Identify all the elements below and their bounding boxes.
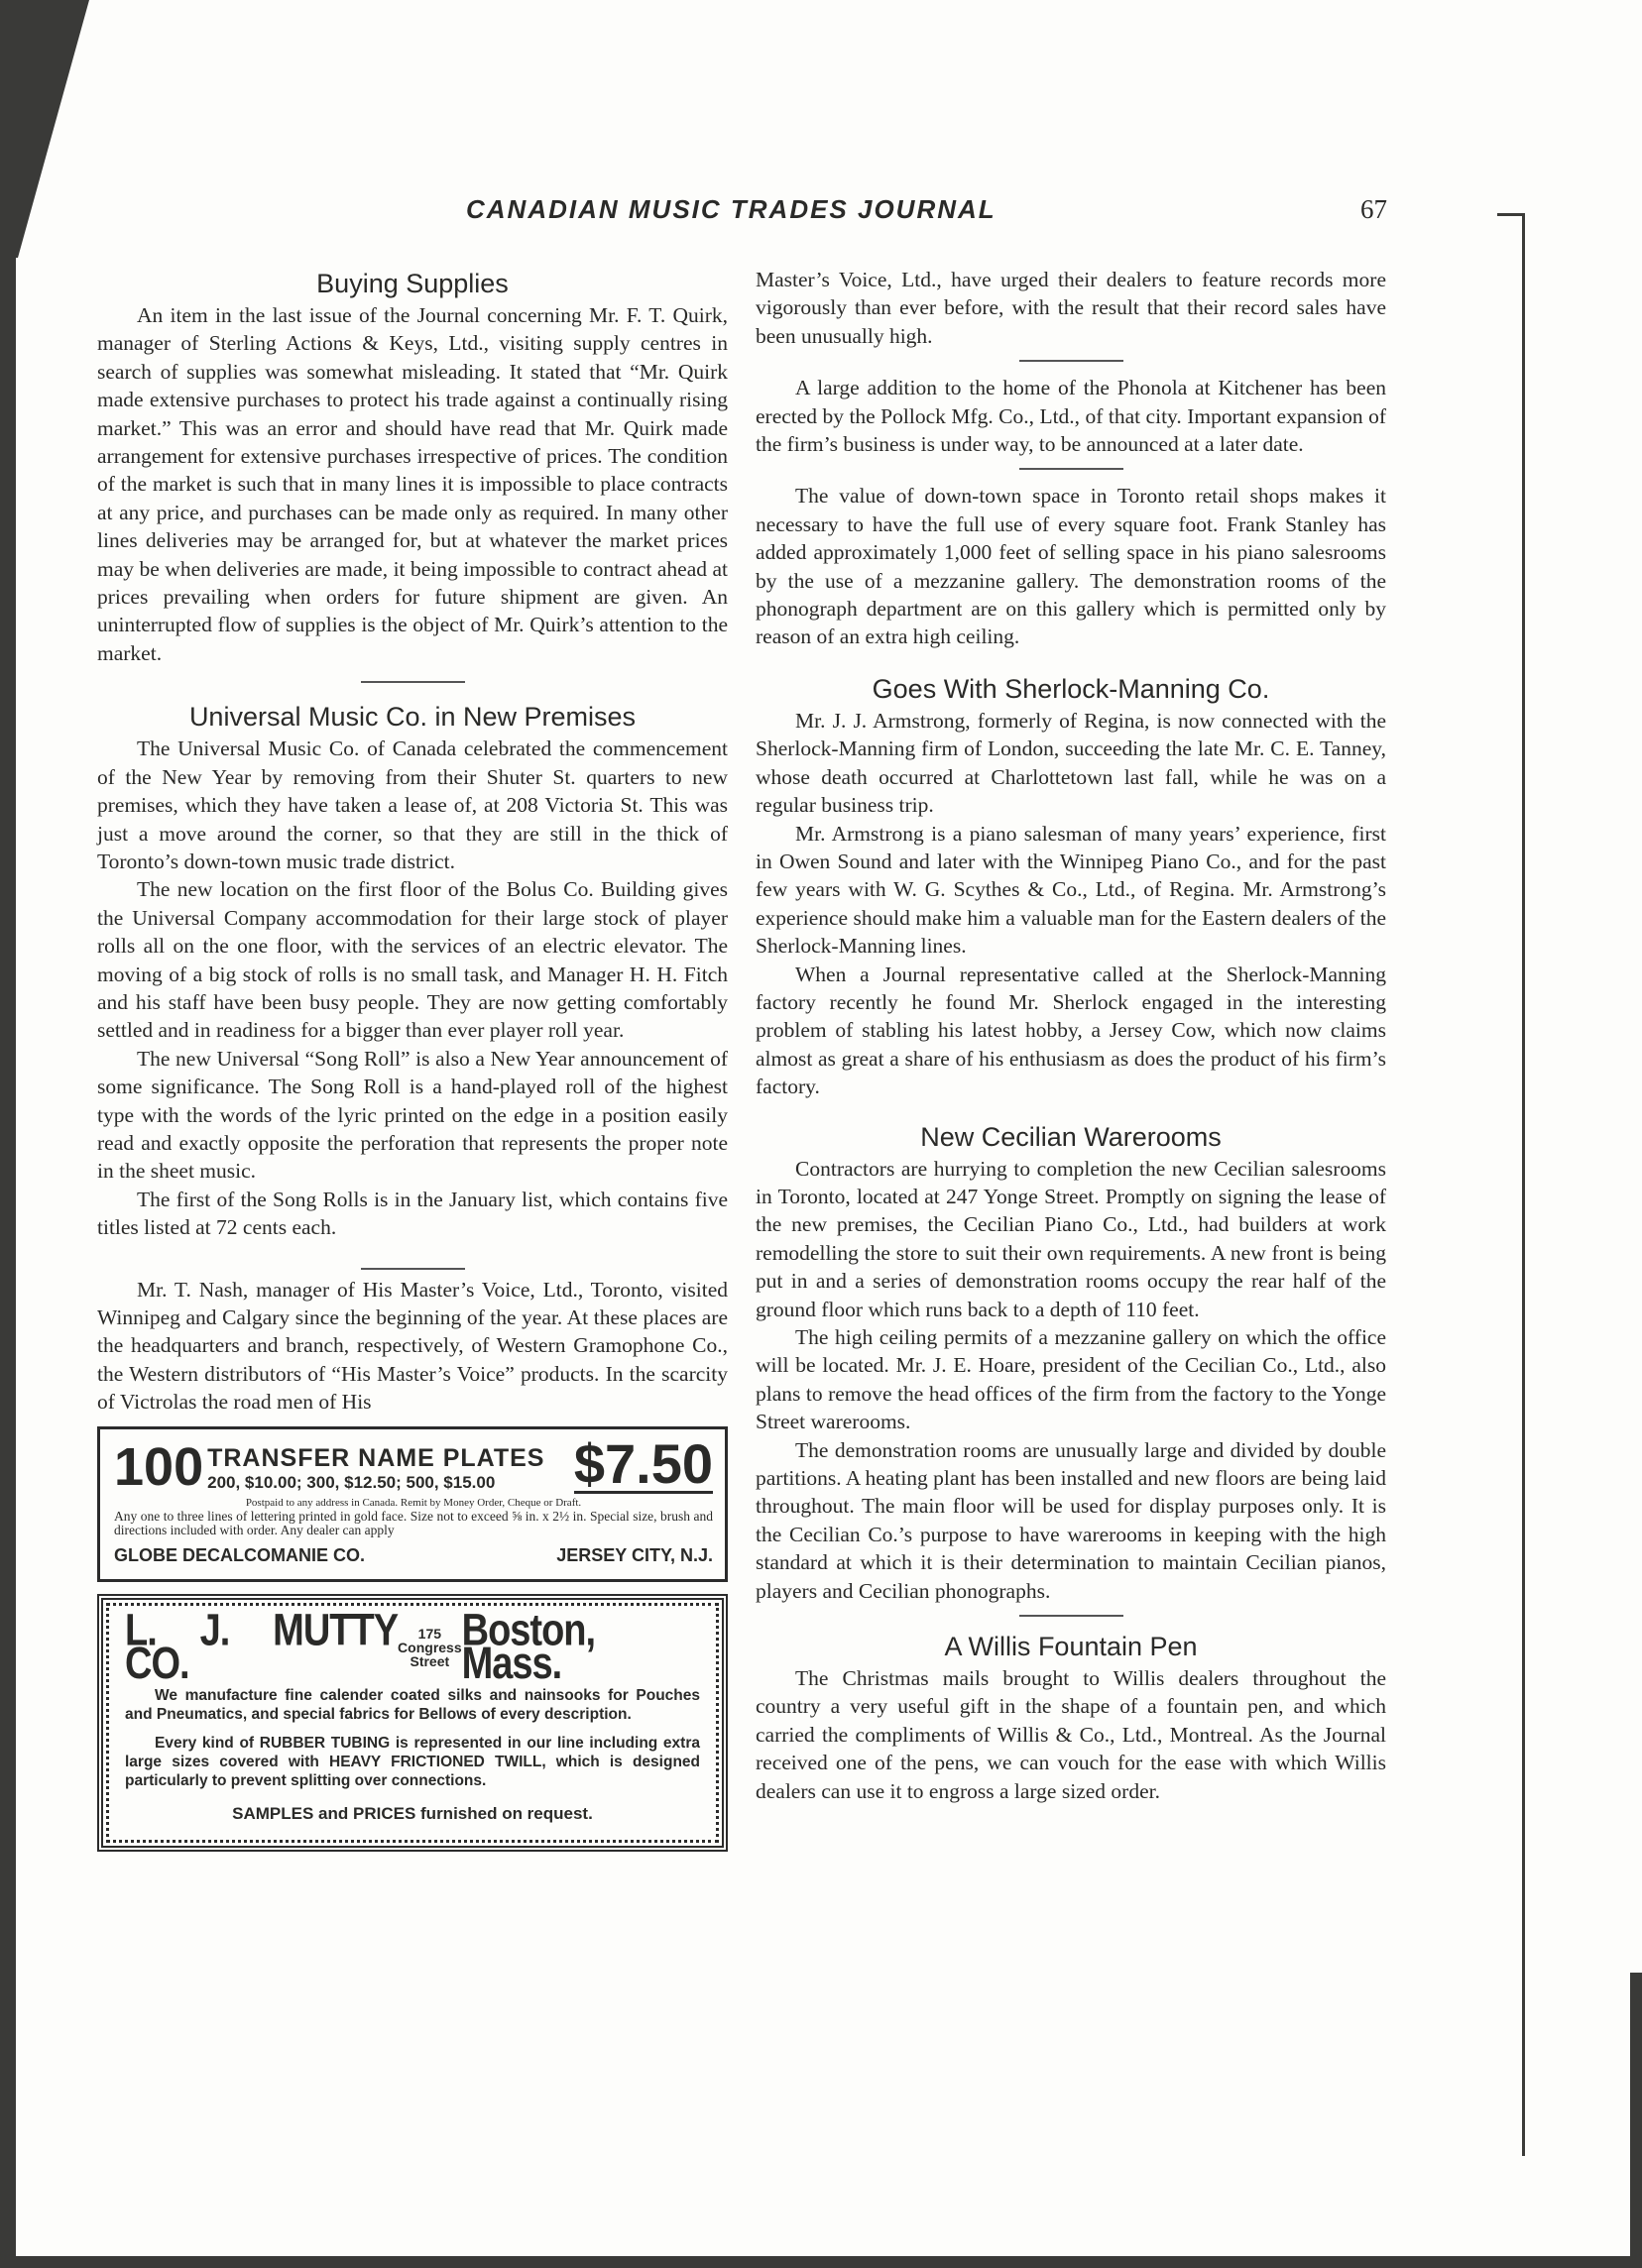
ad-headline bbox=[114, 1431, 713, 1497]
article-paragraph: The first of the Song Rolls is in the January list, which contains five titles listed at 72 cents each. bbox=[97, 1187, 728, 1240]
scan-edge-corner bbox=[0, 0, 89, 258]
article-buying-supplies bbox=[97, 266, 728, 667]
downtown-paragraph: The value of down-town space in Toronto retail shops makes it necessary to have the full use of every square foot. Frank Stanley has added approximately 1,000 feet of selling space in his piano salesrooms by the use of a mezzanine gallery. The demonstration rooms of the phonograph department are on this gallery which is permitted only by reason of an extra high ceiling. bbox=[756, 484, 1386, 649]
ad-postpaid-line: Postpaid to any address in Canada. Remit by Money Order, Cheque or Draft. bbox=[245, 1496, 582, 1509]
article-heading: Goes With Sherlock-Manning Co. bbox=[872, 673, 1270, 704]
ad-location: JERSEY CITY, N.J. bbox=[556, 1544, 713, 1565]
margin-rule-tick bbox=[1497, 213, 1524, 216]
article-sherlock-manning bbox=[756, 671, 1386, 1101]
ad-prices: 200, $10.00; 300, $12.50; 500, $15.00 bbox=[207, 1472, 496, 1492]
ad-title: TRANSFER NAME PLATES bbox=[207, 1443, 545, 1472]
page-number: 67 bbox=[1360, 194, 1387, 224]
article-paragraph: The new location on the first floor of the Bolus Co. Building gives the Universal Company accommodation for their large stock of player rolls all on the one floor, with the services of an electric elevator. The moving of a big stock of rolls is no small task, and Manager H. H. Fitch and his staff have been busy people. They are now getting comfortably settled and in readiness for a bigger than ever player roll year. bbox=[97, 877, 728, 1043]
ad-address-number: 175 bbox=[417, 1626, 442, 1643]
ad-headline-middle bbox=[203, 1444, 574, 1494]
article-willis-pen bbox=[756, 1629, 1386, 1805]
article-paragraph: The new Universal “Song Roll” is also a New Year announcement of some significance. The Song Roll is a hand-played roll of the highest type with the words of the lyric printed on the edge in a position easily read and exactly opposite the perforation that represents the proper note in the sheet music. bbox=[97, 1046, 728, 1184]
right-column bbox=[756, 266, 1386, 1805]
section-divider bbox=[361, 681, 465, 683]
ad-paragraph: Every kind of RUBBER TUBING is represented in our line including extra large sizes covered with HEAVY FRICTIONED TWILL, which is designed particularly to prevent splitting over connections. bbox=[125, 1734, 700, 1789]
article-paragraph: The Universal Music Co. of Canada celebrated the commencement of the New Year by removing from their Shuter St. quarters to new premises, which they have taken a lease of, at 208 Victoria St. This was just a move around the corner, so that they are still in the thick of Toronto’s down-town music trade district. bbox=[97, 737, 728, 873]
phonola-paragraph: A large addition to the home of the Phonola at Kitchener has been erected by the Pollock Mfg. Co., Ltd., of that city. Important expansion of the firm’s business is under way, to be announced at a later date. bbox=[756, 376, 1386, 457]
ad-header bbox=[125, 1605, 700, 1690]
left-column bbox=[97, 266, 728, 1852]
article-new-cecilian bbox=[756, 1119, 1386, 1606]
article-heading: New Cecilian Warerooms bbox=[920, 1121, 1222, 1152]
article-paragraph: Mr. Armstrong is a piano salesman of many years’ experience, first in Owen Sound and later with the Winnipeg Piano Co., and for the past few years with W. G. Scythes & Co., Ltd., of Regina. Mr. Armstrong’s experience should make him a valuable man for the Eastern dealers of the Sherlock-Manning lines. bbox=[756, 821, 1386, 959]
article-paragraph: An item in the last issue of the Journal concerning Mr. F. T. Quirk, manager of Sterling Actions & Keys, Ltd., visiting supply centres in search of supplies was somewhat misleading. It stated that “Mr. Quirk made extensive purchases to protect his trade against a continually rising market.” This was an error and should have read that Mr. Quirk made arrangement for extensive purchases irrespective of prices. The condition of the market is such that in many lines it is impossible to place contracts at any price, and purchases can be made only as required. In many other lines deliveries may be arranged for, but at whatever the market prices may be when deliveries are made, it being impossible to contract ahead at prices prevailing when orders for future shipment are given. An uninterrupted flow of supplies is the object of Mr. Quirk’s attention to the market. bbox=[97, 303, 728, 665]
ad-footer: SAMPLES and PRICES furnished on request. bbox=[232, 1803, 593, 1823]
ad-price: $7.50 bbox=[573, 1431, 713, 1495]
advertisement-lj-mutty bbox=[97, 1594, 728, 1852]
ad-body: Any one to three lines of lettering printed in gold face. Size not to exceed ⅝ in. x 2½ in. Special size, brush and directions included with order. Any dealer can apply bbox=[114, 1508, 713, 1537]
running-head: CANADIAN MUSIC TRADES JOURNAL bbox=[466, 194, 997, 224]
article-heading: Buying Supplies bbox=[316, 269, 509, 298]
scan-edge-bottom bbox=[0, 2256, 1642, 2268]
section-divider bbox=[1019, 468, 1123, 470]
section-divider bbox=[1019, 360, 1123, 362]
section-divider bbox=[361, 1268, 465, 1270]
continuation-paragraph: Master’s Voice, Ltd., have urged their dealers to feature records more vigorously than ever before, with the result that their record sales have been unusually high. bbox=[756, 268, 1386, 348]
nash-paragraph: Mr. T. Nash, manager of His Master’s Voice, Ltd., Toronto, visited Winnipeg and Calgary since the beginning of the year. At these places are the headquarters and branch, respectively, of Western Gramophone Co., the Western distributors of “His Master’s Voice” products. In the scarcity of Victrolas the road men of His bbox=[97, 1277, 728, 1415]
margin-rule bbox=[1522, 213, 1525, 2156]
scan-edge-right bbox=[1630, 1973, 1642, 2268]
ad-address-street: Congress bbox=[398, 1640, 462, 1656]
ad-footer bbox=[114, 1541, 713, 1569]
ad-address bbox=[398, 1627, 462, 1668]
article-paragraph: When a Journal representative called at the Sherlock-Manning factory recently he found Mr. Sherlock engaged in the interesting problem of stabling his latest hobby, a Jersey Cow, which now claims almost as great a share of his enthusiasm as does the product of his firm’s factory. bbox=[756, 962, 1386, 1099]
ad-company-name: L. J. MUTTY CO. bbox=[125, 1605, 399, 1690]
ad-company: GLOBE DECALCOMANIE CO. bbox=[114, 1544, 366, 1565]
ad-paragraph: We manufacture fine calender coated silks and nainsooks for Pouches and Pneumatics, and special fabrics for Bellows of every description. bbox=[125, 1686, 700, 1723]
section-divider bbox=[1019, 1615, 1123, 1617]
article-heading: Universal Music Co. in New Premises bbox=[188, 702, 637, 733]
article-heading: A Willis Fountain Pen bbox=[944, 1632, 1198, 1662]
ad-big-number: 100 bbox=[114, 1436, 204, 1497]
article-universal-music bbox=[97, 699, 728, 1241]
article-paragraph: The Christmas mails brought to Willis dealers throughout the country a very useful gift in the shape of a fountain pen, and which carried the compliments of Willis & Co., Ltd., Montreal. As the Journal received one of the pens, we can vouch for the ease with which Willis dealers can use it to engross a large sized order. bbox=[756, 1666, 1386, 1803]
article-paragraph: Mr. J. J. Armstrong, formerly of Regina, is now connected with the Sherlock-Manning firm of London, succeeding the late Mr. C. E. Tanney, whose death occurred at Charlottetown last fall, while he was on a regular business trip. bbox=[756, 708, 1386, 818]
article-paragraph: Contractors are hurrying to completion the new Cecilian salesrooms in Toronto, located at 247 Yonge Street. Promptly on signing the lease of the new premises, the Cecilian Piano Co., Ltd., had builders at work remodelling the store to suit their own requirements. A new front is being put in and a series of demonstration rooms occupy the rear half of the ground floor which runs back to a depth of 110 feet. bbox=[756, 1156, 1386, 1321]
article-paragraph: The demonstration rooms are unusually large and divided by double partitions. A heating plant has been installed and new floors are being laid throughout. The main floor will be used for display purposes only. It is the Cecilian Co.’s purpose to have warerooms in keeping with the high standard at which it is their determination to maintain Cecilian pianos, players and Cecilian phonographs. bbox=[756, 1437, 1386, 1603]
ad-city: Boston, Mass. bbox=[461, 1605, 596, 1690]
advertisement-globe-decalcomanie bbox=[97, 1426, 728, 1582]
ad-address-street-2: Street bbox=[410, 1653, 450, 1670]
scan-edge-left bbox=[0, 0, 16, 2268]
article-paragraph: The high ceiling permits of a mezzanine gallery on which the office will be located. Mr. J. E. Hoare, president of the Cecilian Co., Ltd., also plans to remove the head offices of the firm from the factory to the Yonge Street warerooms. bbox=[756, 1325, 1386, 1434]
